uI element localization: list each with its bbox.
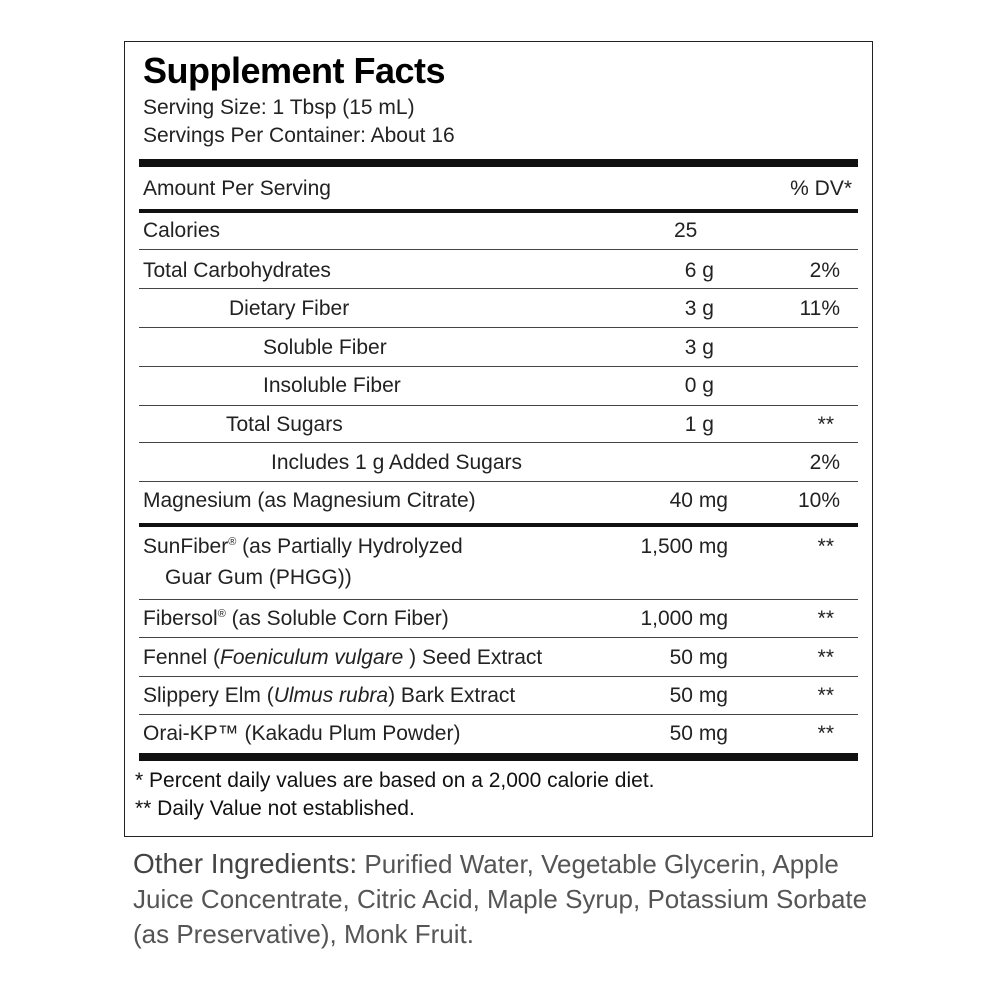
row-divider	[139, 481, 858, 482]
ingredient-amount: 1,000 mg	[640, 607, 728, 630]
ingredient-amount: 50 mg	[669, 684, 728, 707]
ingredient-name: Slippery Elm (Ulmus rubra) Bark Extract	[143, 684, 516, 707]
row-name: Total Sugars	[226, 413, 343, 436]
row-divider	[139, 366, 858, 367]
row-divider	[139, 599, 858, 600]
row-divider	[139, 637, 858, 638]
ingredient-name: Fennel (Foeniculum vulgare ) Seed Extract	[143, 646, 543, 669]
ingredient-amount: 50 mg	[669, 646, 728, 669]
other-ingredients	[133, 846, 893, 952]
ingredient-amount: 1,500 mg	[640, 535, 728, 558]
ingredient-name-line2: Guar Gum (PHGG))	[165, 566, 352, 589]
ingredient-dv: **	[817, 646, 834, 669]
panel-title: Supplement Facts	[143, 50, 446, 91]
row-dv: 2%	[809, 259, 840, 282]
row-name: Includes 1 g Added Sugars	[271, 451, 523, 474]
row-amount: 1 g	[684, 413, 714, 436]
row-name: Insoluble Fiber	[263, 374, 401, 397]
row-amount: 25	[674, 219, 698, 242]
row-dv: **	[817, 413, 834, 436]
footnote-not-established: ** Daily Value not established.	[135, 797, 415, 820]
serving-size: Serving Size: 1 Tbsp (15 mL)	[143, 96, 415, 119]
row-divider	[139, 405, 858, 406]
ingredient-name: Orai-KP™ (Kakadu Plum Powder)	[143, 722, 461, 745]
ingredient-amount: 50 mg	[669, 722, 728, 745]
row-name: Magnesium (as Magnesium Citrate)	[143, 489, 476, 512]
servings-per-container: Servings Per Container: About 16	[143, 124, 455, 147]
footnote-dv: * Percent daily values are based on a 2,000 calorie diet.	[135, 769, 655, 792]
row-name: Calories	[143, 219, 221, 242]
row-divider	[139, 327, 858, 328]
medium-divider	[139, 209, 858, 213]
other-ingredients-label: Other Ingredients:	[133, 848, 358, 879]
row-dv: 11%	[799, 297, 840, 320]
row-amount: 3 g	[684, 336, 714, 359]
supplement-facts-panel	[124, 41, 873, 837]
row-divider	[139, 714, 858, 715]
row-name: Soluble Fiber	[263, 336, 387, 359]
row-divider	[139, 288, 858, 289]
medium-divider	[139, 523, 858, 527]
row-divider	[139, 249, 858, 250]
row-dv: 10%	[797, 489, 840, 512]
row-divider	[139, 442, 858, 443]
row-amount: 0 g	[684, 374, 714, 397]
row-amount: 3 g	[684, 297, 714, 320]
ingredient-dv: **	[817, 722, 834, 745]
ingredient-name: SunFiber® (as Partially Hydrolyzed	[143, 535, 463, 558]
row-name: Total Carbohydrates	[143, 259, 331, 282]
row-name: Dietary Fiber	[229, 297, 350, 320]
other-ingredients-text: Purified Water, Vegetable Glycerin, Apple Juice Concentrate, Citric Acid, Maple Syrup, Potassium Sorbate (as Preservative), Monk Fruit.	[133, 849, 868, 949]
row-divider	[139, 676, 858, 677]
dv-header: % DV*	[790, 177, 852, 200]
ingredient-dv: **	[817, 684, 834, 707]
row-dv: 2%	[809, 451, 840, 474]
ingredient-name: Fibersol® (as Soluble Corn Fiber)	[143, 607, 449, 630]
ingredient-dv: **	[817, 607, 834, 630]
ingredient-dv: **	[817, 535, 834, 558]
row-amount: 6 g	[684, 259, 714, 282]
thick-divider	[139, 753, 858, 761]
amount-per-serving-header: Amount Per Serving	[143, 177, 331, 200]
row-amount: 40 mg	[669, 489, 728, 512]
thick-divider	[139, 159, 858, 167]
